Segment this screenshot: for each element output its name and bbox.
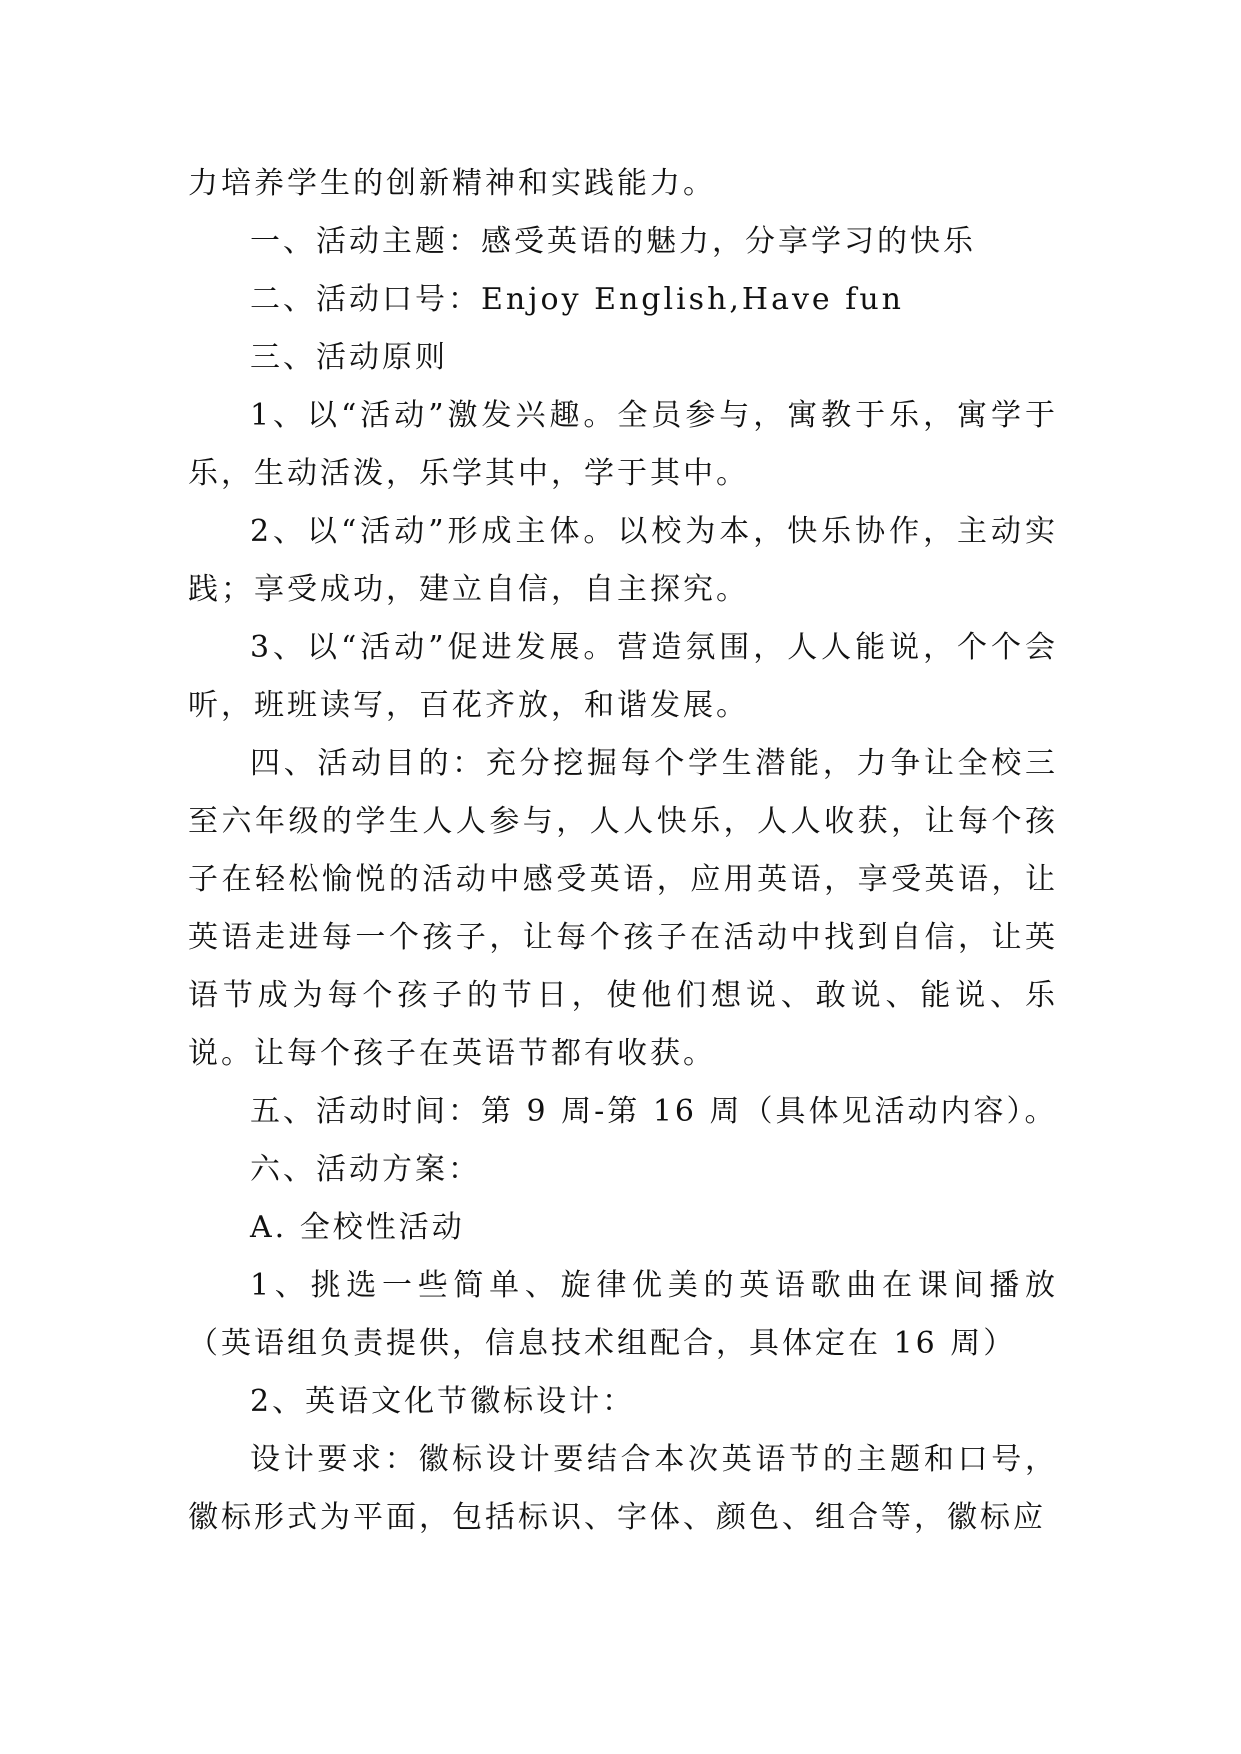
paragraph-plan-item-2: 2、英语文化节徽标设计： — [250, 1384, 636, 1419]
paragraph-activity-plan-heading: 六、活动方案： — [250, 1152, 481, 1187]
paragraph-plan-item-1: 1、挑选一些简单、旋律优美的英语歌曲在课间播放（英语组负责提供，信息技术组配合，具体定在 16 周） — [188, 1268, 1058, 1361]
paragraph-principle-3: 3、以“活动”促进发展。营造氛围，人人能说，个个会听，班班读写，百花齐放，和谐发展。 — [188, 630, 1058, 723]
paragraph-schoolwide-activities: A. 全校性活动 — [250, 1210, 465, 1245]
document-body — [188, 155, 1058, 1547]
paragraph-principles-heading: 三、活动原则 — [250, 340, 448, 375]
paragraph-design-requirements: 设计要求：徽标设计要结合本次英语节的主题和口号，徽标形式为平面，包括标识、字体、颜色、组合等，徽标应 — [188, 1442, 1058, 1535]
paragraph-principle-2: 2、以“活动”形成主体。以校为本，快乐协作，主动实践；享受成功，建立自信，自主探究。 — [188, 514, 1058, 607]
paragraph-activity-purpose: 四、活动目的：充分挖掘每个学生潜能，力争让全校三至六年级的学生人人参与，人人快乐，人人收获，让每个孩子在轻松愉悦的活动中感受英语，应用英语，享受英语，让英语走进每一个孩子，让每个孩子在活动中找到自信，让英语节成为每个孩子的节日，使他们想说、敢说、能说、乐说。让每个孩子在英语节都有收获。 — [188, 746, 1058, 1071]
paragraph-activity-slogan: 二、活动口号：Enjoy English,Have fun — [250, 282, 904, 317]
paragraph-principle-1: 1、以“活动”激发兴趣。全员参与，寓教于乐，寓学于乐，生动活泼，乐学其中，学于其中。 — [188, 398, 1058, 491]
paragraph-continuation: 力培养学生的创新精神和实践能力。 — [188, 166, 716, 201]
paragraph-activity-time: 五、活动时间：第 9 周-第 16 周（具体见活动内容）。 — [250, 1094, 1058, 1129]
paragraph-activity-theme: 一、活动主题：感受英语的魅力，分享学习的快乐 — [250, 224, 976, 259]
